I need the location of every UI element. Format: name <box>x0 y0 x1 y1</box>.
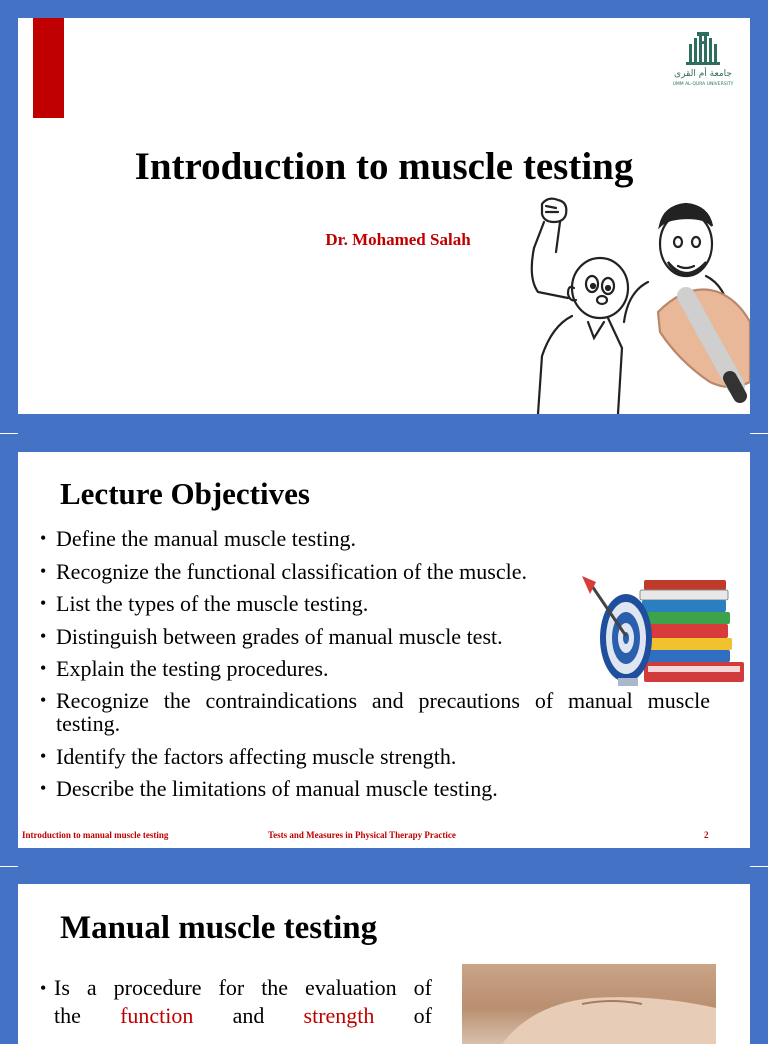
footer-left: Introduction to manual muscle testing <box>22 830 169 840</box>
slide-body-text <box>40 974 432 1030</box>
word: and <box>232 1003 265 1028</box>
word: the <box>54 1003 81 1028</box>
red-accent-bar <box>33 18 64 118</box>
slide-separator <box>0 433 18 434</box>
slide-title-text: Introduction to muscle testing <box>134 145 634 188</box>
footer-center: Tests and Measures in Physical Therapy Practice <box>268 830 456 840</box>
list-item: • Recognize the contraindications and precautions of manual muscle testing. <box>40 689 710 735</box>
list-item: • Define the manual muscle testing. <box>40 526 710 551</box>
slide-heading: Lecture Objectives <box>60 476 310 511</box>
highlighted-word: strength <box>303 1003 375 1028</box>
books-target-illustration <box>578 574 748 694</box>
list-item: • List the types of the muscle testing. <box>40 591 710 616</box>
list-item: • Recognize the functional classification of the muscle. <box>40 559 710 584</box>
slide-manual-muscle-testing <box>18 884 750 1044</box>
slide-heading: Manual muscle testing <box>60 910 378 946</box>
slide-separator <box>0 866 18 867</box>
list-item: • Describe the limitations of manual muscle testing. <box>40 776 710 801</box>
slide-objectives <box>18 452 750 848</box>
slide-title <box>18 18 750 414</box>
slide-separator <box>750 433 768 434</box>
university-logo <box>670 28 736 88</box>
list-item: • Explain the testing procedures. <box>40 656 710 681</box>
highlighted-word: function <box>120 1003 194 1028</box>
list-item: • Distinguish between grades of manual muscle test. <box>40 624 710 649</box>
slide-separator <box>750 866 768 867</box>
word: of <box>413 1003 432 1028</box>
svg-text:جامعة أم القرى: جامعة أم القرى <box>674 69 732 79</box>
body-line: • Is a procedure for the evaluation of <box>40 974 432 1002</box>
svg-text:UMM AL-QURA UNIVERSITY: UMM AL-QURA UNIVERSITY <box>672 82 734 87</box>
page-number: 2 <box>704 830 709 840</box>
list-item: • Identify the factors affecting muscle strength. <box>40 744 710 769</box>
cartoon-illustration <box>508 192 750 414</box>
body-line <box>40 1002 432 1030</box>
muscle-test-photo <box>462 964 716 1044</box>
author-name: Dr. Mohamed Salah <box>325 230 471 249</box>
